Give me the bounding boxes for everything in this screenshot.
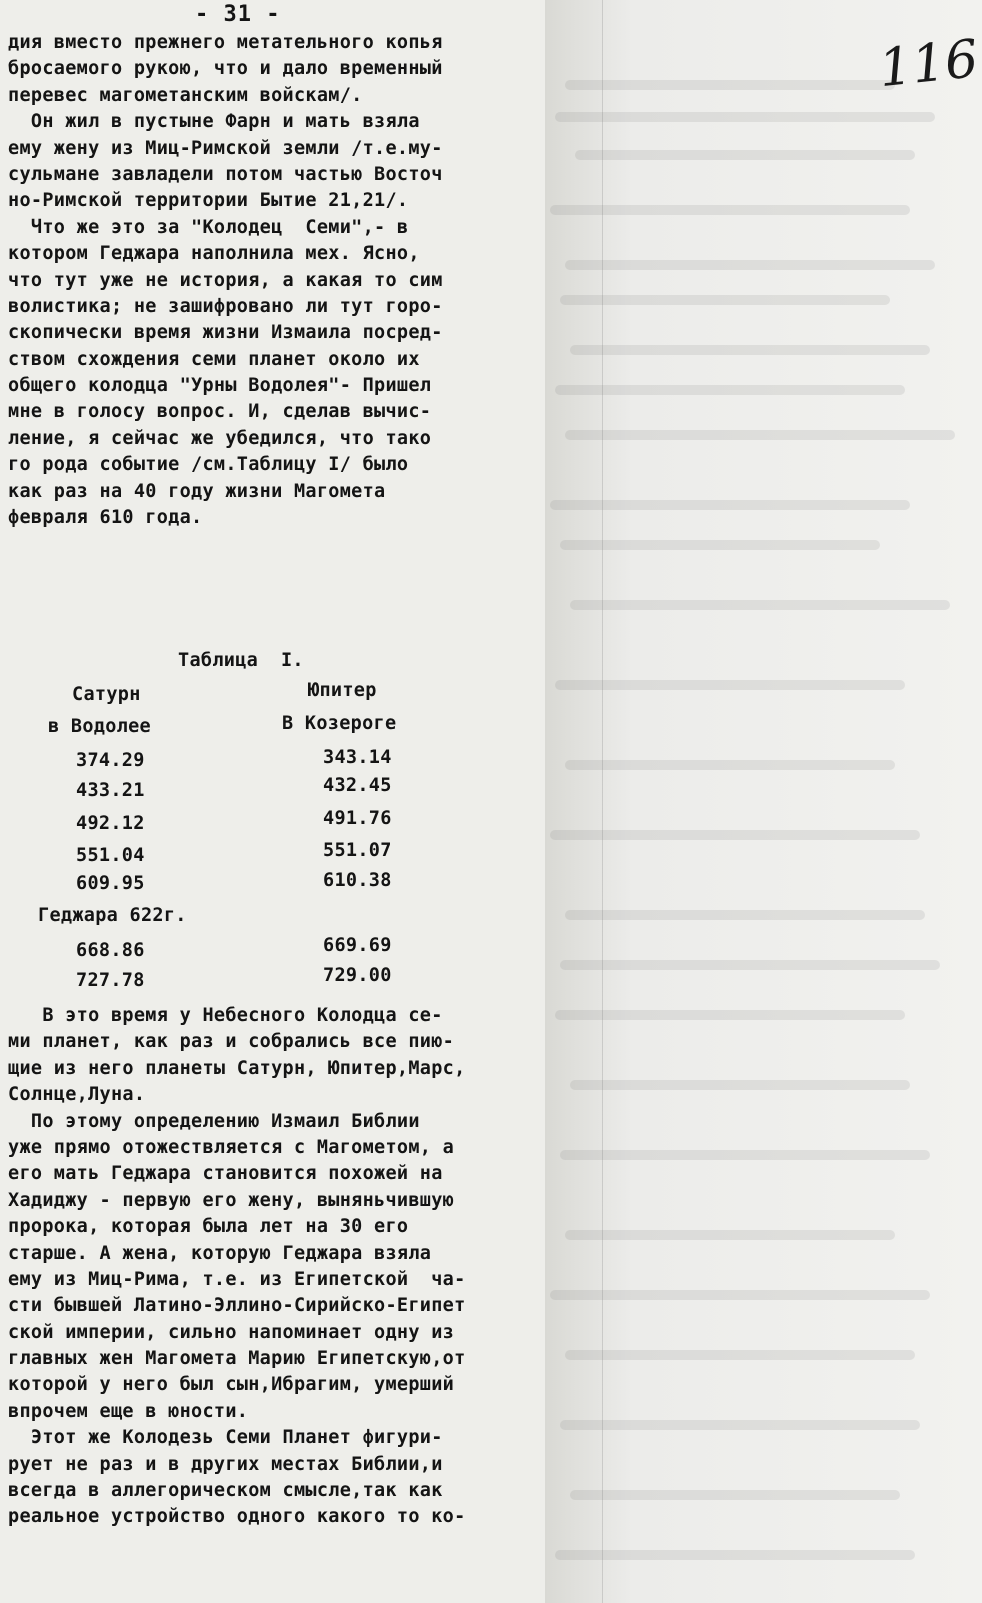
text-line: что тут уже не история, а какая то сим bbox=[8, 269, 443, 291]
text-line: го рода событие /см.Таблицу I/ было bbox=[8, 454, 409, 476]
table-cell: 729.00 bbox=[323, 965, 392, 986]
text-line: ему жену из Миц-Римской земли /т.е.му- bbox=[8, 137, 443, 159]
page-number: - 31 - bbox=[195, 2, 281, 27]
table-separator-label: Геджара 622г. bbox=[38, 905, 187, 926]
text-line: его мать Геджара становится похожей на bbox=[8, 1163, 443, 1185]
svg-text:116: 116 bbox=[876, 29, 982, 100]
table-cell: 374.29 bbox=[76, 750, 145, 771]
table-cell: 432.45 bbox=[323, 775, 392, 796]
text-line: перевес магометанским войскам/. bbox=[8, 84, 363, 106]
text-line: Он жил в пустыне Фарн и мать взяла bbox=[8, 111, 420, 133]
text-line: общего колодца "Урны Водолея"- Пришел bbox=[8, 375, 432, 397]
table-cell: 551.07 bbox=[323, 840, 392, 861]
text-line: рует не раз и в других местах Библии,и bbox=[8, 1453, 443, 1475]
text-line: щие из него планеты Сатурн, Юпитер,Марс, bbox=[8, 1057, 466, 1079]
table-cell: 491.76 bbox=[323, 808, 392, 829]
text-line: В это время у Небесного Колодца се- bbox=[8, 1005, 443, 1026]
text-line: впрочем еще в юности. bbox=[8, 1400, 249, 1422]
text-line: всегда в аллегорическом смысле,так как bbox=[8, 1480, 443, 1502]
text-line: Этот же Колодезь Семи Планет фигури- bbox=[8, 1427, 443, 1449]
text-line: котором Геджара наполнила мех. Ясно, bbox=[8, 243, 420, 265]
text-line: ему из Миц-Рима, т.е. из Египетской ча- bbox=[8, 1268, 466, 1290]
text-line: ством схождения семи планет около их bbox=[8, 348, 420, 370]
table-cell: 492.12 bbox=[76, 813, 145, 834]
handwritten-folio-number bbox=[875, 20, 982, 110]
text-line: сти бывшей Латино-Эллино-Сирийско-Египет bbox=[8, 1295, 466, 1317]
text-line: ми планет, как раз и собрались все пию- bbox=[8, 1031, 455, 1053]
column-header-jupiter: Юпитер bbox=[308, 680, 377, 701]
column-header-saturn: Сатурн bbox=[72, 684, 141, 705]
text-body-bottom bbox=[8, 1003, 548, 1531]
text-line: бросаемого рукою, что и дало временный bbox=[8, 58, 443, 80]
text-line: ление, я сейчас же убедился, что тако bbox=[8, 427, 432, 449]
text-line: уже прямо отожествляется с Магометом, а bbox=[8, 1136, 455, 1158]
text-line: Что же это за "Колодец Семи",- в bbox=[8, 216, 409, 238]
table-cell: 610.38 bbox=[323, 870, 392, 891]
text-line: дия вместо прежнего метательного копья bbox=[8, 32, 443, 53]
text-line: сульмане завладели потом частью Восточ bbox=[8, 163, 443, 185]
page-fold-line bbox=[602, 0, 603, 1603]
table-cell: 433.21 bbox=[76, 780, 145, 801]
text-line: реальное устройство одного какого то ко- bbox=[8, 1506, 466, 1528]
table-cell: 727.78 bbox=[76, 970, 145, 991]
column-subheader-jupiter: В Козероге bbox=[282, 713, 397, 734]
text-line: но-Римской территории Бытие 21,21/. bbox=[8, 190, 409, 212]
table-cell: 668.86 bbox=[76, 940, 145, 961]
text-line: старше. А жена, которую Геджара взяла bbox=[8, 1242, 432, 1264]
text-line: По этому определению Измаил Библии bbox=[8, 1110, 420, 1132]
text-line: Солнце,Луна. bbox=[8, 1084, 146, 1106]
text-line: пророка, которая была лет на 30 его bbox=[8, 1216, 409, 1238]
table-title: Таблица I. bbox=[178, 650, 304, 671]
text-line: волистика; не зашифровано ли тут горо- bbox=[8, 295, 443, 317]
text-line: мне в голосу вопрос. И, сделав вычис- bbox=[8, 401, 432, 423]
text-line: главных жен Магомета Марию Египетскую,от bbox=[8, 1348, 466, 1370]
text-line: ской империи, сильно напоминает одну из bbox=[8, 1321, 455, 1343]
text-body-top bbox=[8, 30, 548, 531]
column-subheader-saturn: в Водолее bbox=[48, 716, 151, 737]
table-cell: 669.69 bbox=[323, 935, 392, 956]
faded-reverse-page bbox=[545, 0, 982, 1603]
text-line: как раз на 40 году жизни Магомета bbox=[8, 480, 386, 502]
text-line: февраля 610 года. bbox=[8, 507, 203, 529]
text-line: Хадиджу - первую его жену, выняньчившую bbox=[8, 1189, 455, 1211]
table-cell: 609.95 bbox=[76, 873, 145, 894]
table-cell: 343.14 bbox=[323, 747, 392, 768]
text-line: скопически время жизни Измаила посред- bbox=[8, 322, 443, 344]
table-cell: 551.04 bbox=[76, 845, 145, 866]
text-line: которой у него был сын,Ибрагим, умерший bbox=[8, 1374, 455, 1396]
